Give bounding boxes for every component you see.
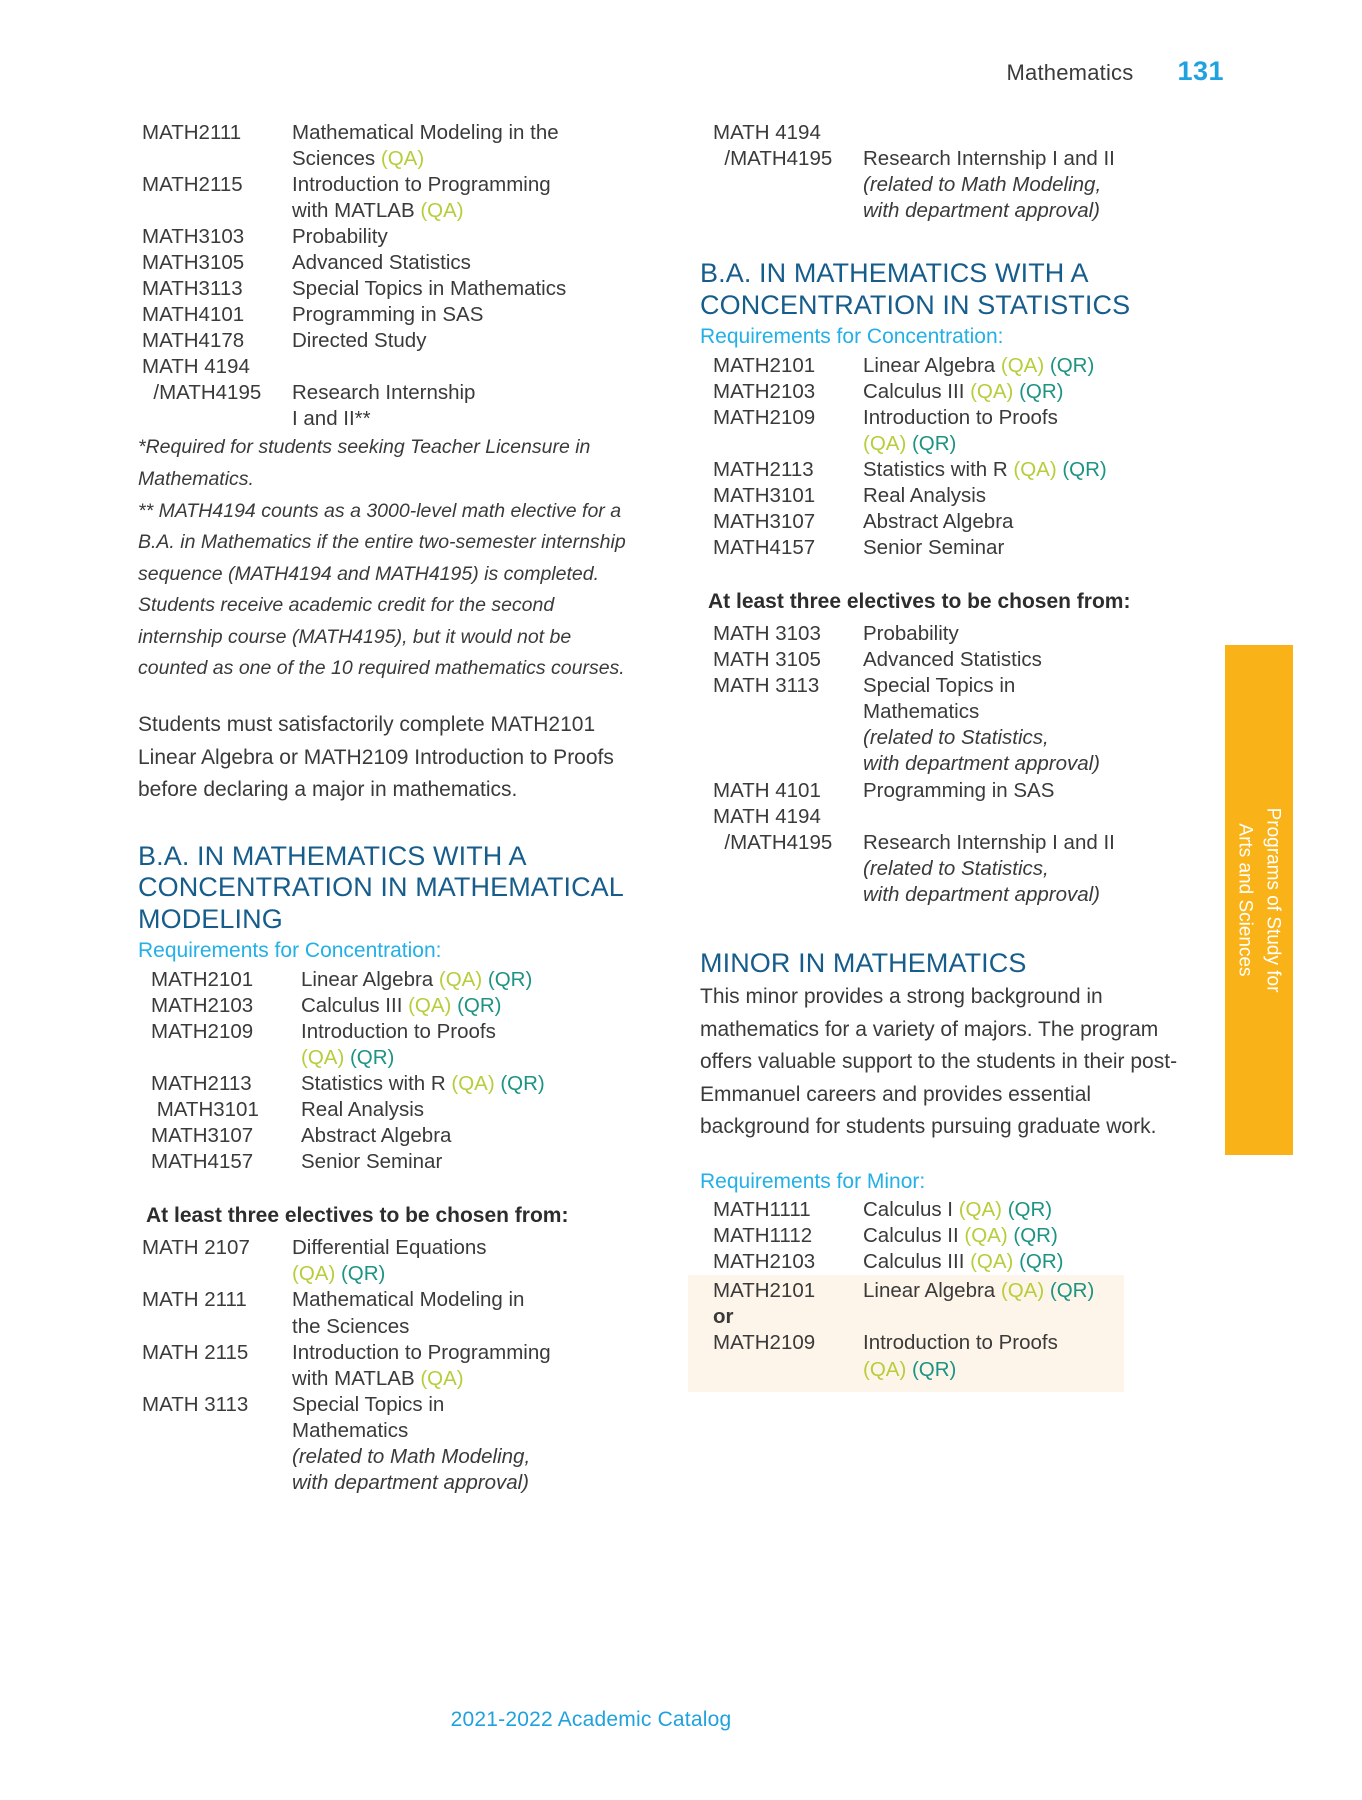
- qr-tag: (QR): [457, 993, 502, 1017]
- side-tab-line-1: Programs of Study for: [1262, 807, 1284, 993]
- qa-tag: (QA): [292, 1262, 336, 1286]
- course-row: [713, 431, 1202, 457]
- course-title: Introduction to Programming: [292, 1340, 551, 1364]
- right-column: [700, 120, 1202, 1496]
- course-code: MATH3103: [142, 225, 245, 249]
- course-code: MATH 3103: [713, 622, 821, 646]
- qa-tag: (QA): [451, 1071, 495, 1095]
- qr-tag: (QR): [340, 1262, 386, 1286]
- course-row: [142, 406, 640, 432]
- course-code: MATH4157: [713, 535, 816, 559]
- course-title: Linear Algebra (QA) (QR): [863, 1279, 1095, 1303]
- course-title: Introduction to Proofs: [863, 405, 1058, 429]
- course-title: Linear Algebra (QA) (QR): [301, 967, 533, 991]
- course-title: Calculus II (QA) (QR): [863, 1224, 1058, 1248]
- minor-highlight-list: [700, 1278, 1124, 1382]
- course-row: [713, 882, 1202, 908]
- qr-tag: (QR): [500, 1071, 545, 1095]
- course-code: MATH3107: [713, 509, 816, 533]
- right-requirements-list: [700, 353, 1202, 561]
- qa-tag: (QA): [380, 147, 425, 171]
- course-row: [713, 1223, 1202, 1249]
- course-code: MATH2101: [713, 353, 816, 377]
- qa-tag: (QA): [420, 199, 464, 223]
- course-row: [713, 535, 1202, 561]
- course-row: [713, 353, 1202, 379]
- course-code: MATH3107: [151, 1123, 254, 1147]
- course-row: [713, 673, 1202, 699]
- course-row: [142, 1340, 640, 1366]
- course-title: Statistics with R (QA) (QR): [301, 1071, 545, 1095]
- course-title: Mathematical Modeling in: [292, 1288, 525, 1312]
- heading-minor-mathematics: MINOR IN MATHEMATICS: [700, 947, 1027, 978]
- course-code: MATH 4194: [142, 355, 250, 379]
- qa-tag: (QA): [408, 993, 452, 1017]
- course-title: I and II**: [292, 407, 371, 431]
- course-code: MATH 4101: [713, 778, 821, 802]
- course-title: Advanced Statistics: [863, 648, 1042, 672]
- course-title: Linear Algebra (QA) (QR): [863, 353, 1095, 377]
- course-title: Research Internship I and II: [863, 830, 1115, 854]
- course-title: Special Topics in: [292, 1392, 445, 1416]
- qr-tag: (QR): [911, 1357, 957, 1381]
- left-paragraph-declaring-major: Students must satisfactorily complete MATH2101 Linear Algebra or MATH2109 Introduction to Proofs before declaring a major in mathematics.: [138, 713, 614, 802]
- course-title: Probability: [863, 622, 959, 646]
- course-title: Programming in SAS: [292, 303, 484, 327]
- left-requirements-list: [138, 967, 640, 1175]
- course-code: MATH 3113: [713, 674, 820, 698]
- course-title: Directed Study: [292, 329, 427, 353]
- qr-tag: (QR): [1049, 353, 1095, 377]
- course-row: [713, 1330, 1124, 1356]
- left-column: [138, 120, 640, 1496]
- course-title: Abstract Algebra: [301, 1123, 452, 1147]
- qa-tag: (QA): [863, 1357, 907, 1381]
- course-row: [713, 725, 1202, 751]
- qr-tag: (QR): [1019, 379, 1064, 403]
- course-title: the Sciences: [292, 1314, 410, 1338]
- course-title: Research Internship: [292, 381, 476, 405]
- qr-tag: (QR): [487, 967, 533, 991]
- course-row: [713, 647, 1202, 673]
- course-title: Advanced Statistics: [292, 251, 471, 275]
- course-code: [713, 725, 863, 751]
- course-title: Programming in SAS: [863, 778, 1055, 802]
- label-requirements-concentration-statistics: Requirements for Concentration:: [700, 325, 1004, 349]
- course-title: (related to Statistics,: [863, 726, 1049, 750]
- course-row: [713, 804, 1202, 830]
- right-courses-top: [700, 120, 1202, 224]
- course-row: [713, 1278, 1124, 1304]
- course-title: Calculus III (QA) (QR): [301, 993, 502, 1017]
- course-row: [713, 146, 1202, 172]
- course-code: MATH1111: [713, 1198, 811, 1222]
- course-code: [713, 198, 863, 224]
- course-row: [142, 250, 640, 276]
- course-row: [142, 1392, 640, 1418]
- course-row: [713, 1249, 1202, 1275]
- page-title: Mathematics: [1006, 60, 1134, 85]
- qa-tag: (QA): [970, 1250, 1014, 1274]
- course-row: [713, 1197, 1202, 1223]
- left-courses-top: [138, 120, 640, 432]
- course-code: MATH2101: [151, 967, 254, 991]
- course-code: MATH2103: [151, 993, 254, 1017]
- page-footer: [0, 1708, 1362, 1732]
- course-code: MATH2111: [142, 121, 242, 144]
- course-row: [142, 1366, 640, 1392]
- course-row: [713, 830, 1202, 856]
- heading-ba-math-statistics: B.A. IN MATHEMATICS WITH A CONCENTRATION IN STATISTICS: [700, 258, 1131, 320]
- qa-tag: (QA): [420, 1366, 464, 1390]
- minor-alternative-highlight: [688, 1275, 1124, 1391]
- course-title: Mathematics: [863, 700, 980, 724]
- qr-tag: (QR): [1049, 1279, 1095, 1303]
- course-title: (related to Statistics,: [863, 856, 1049, 880]
- heading-ba-math-modeling: B.A. IN MATHEMATICS WITH A CONCENTRATION IN MATHEMATICAL MODELING: [138, 840, 623, 934]
- course-title: Introduction to Proofs: [863, 1331, 1058, 1355]
- qr-tag: (QR): [349, 1045, 395, 1069]
- qr-tag: (QR): [1013, 1224, 1058, 1248]
- note-math4194: ** MATH4194 counts as a 3000-level math elective for a B.A. in Mathematics if the entire two-semester internship sequence (MATH4194 and MATH4195) is completed. Students receive academic credit for the second internship course (MATH4195), but it would not be counted as one of the 10 required mathematics courses.: [138, 499, 626, 680]
- course-code: [142, 1366, 292, 1392]
- course-code: [713, 751, 863, 777]
- course-code: [142, 146, 292, 172]
- course-code: MATH2109: [151, 1019, 254, 1043]
- course-title: (related to Math Modeling,: [863, 173, 1102, 197]
- course-row: [142, 276, 640, 302]
- course-row: [142, 120, 640, 146]
- course-row: [713, 457, 1202, 483]
- course-row: [142, 146, 640, 172]
- course-row: [713, 778, 1202, 804]
- course-row: [713, 120, 1202, 146]
- course-row: [142, 380, 640, 406]
- course-row: [713, 856, 1202, 882]
- course-title: Calculus I (QA) (QR): [863, 1198, 1053, 1222]
- course-code: MATH3101: [713, 483, 816, 507]
- course-code: MATH2109: [713, 1331, 816, 1355]
- course-row: [142, 1261, 640, 1287]
- course-title: Research Internship I and II: [863, 147, 1115, 171]
- course-row: [713, 379, 1202, 405]
- qa-tag: (QA): [1000, 1279, 1045, 1303]
- course-row: [713, 1357, 1124, 1383]
- course-row: [713, 1304, 1124, 1330]
- course-title: Statistics with R (QA) (QR): [863, 457, 1107, 481]
- course-title: Introduction to Proofs: [301, 1019, 496, 1043]
- course-code: MATH3113: [142, 277, 243, 301]
- course-row: [713, 621, 1202, 647]
- course-row: [142, 328, 640, 354]
- course-code: MATH 2115: [142, 1340, 249, 1364]
- course-title: with MATLAB (QA): [292, 199, 464, 223]
- course-code: [142, 406, 292, 432]
- page-number: 131: [1177, 56, 1224, 86]
- qa-tag: (QA): [863, 431, 907, 455]
- qr-tag: (QR): [1019, 1250, 1064, 1274]
- course-code: MATH2103: [713, 1250, 816, 1274]
- course-row: [142, 1314, 640, 1340]
- course-code: MATH 3105: [713, 648, 821, 672]
- course-row: [142, 172, 640, 198]
- course-row: [142, 1235, 640, 1261]
- course-row: [151, 1123, 640, 1149]
- footer-catalog-label: 2021-2022 Academic Catalog: [450, 1708, 732, 1731]
- course-title: Special Topics in Mathematics: [292, 277, 567, 301]
- course-row: [142, 1418, 640, 1444]
- course-code: MATH4101: [142, 303, 245, 327]
- course-code: [142, 1470, 292, 1496]
- course-row: [713, 751, 1202, 777]
- section-side-tab-label: [1231, 808, 1286, 993]
- course-code: [713, 699, 863, 725]
- minor-requirements-list: [700, 1197, 1202, 1275]
- course-code: /MATH4195: [713, 147, 833, 171]
- course-code: [713, 882, 863, 908]
- course-title: Real Analysis: [301, 1097, 425, 1121]
- course-title: with MATLAB (QA): [292, 1366, 464, 1390]
- course-code: MATH3105: [142, 251, 245, 275]
- minor-paragraph: This minor provides a strong background in mathematics for a variety of majors. The program offers valuable support to the students in their post-Emmanuel careers and provides essential background for students pursuing graduate work.: [700, 985, 1178, 1139]
- qa-tag: (QA): [964, 1224, 1008, 1248]
- course-code: /MATH4195: [142, 381, 262, 405]
- course-code: [142, 198, 292, 224]
- course-code: MATH2113: [713, 457, 814, 481]
- qa-tag: (QA): [958, 1198, 1002, 1222]
- label-electives-modeling: At least three electives to be chosen from:: [146, 1203, 569, 1227]
- course-code: MATH1112: [713, 1224, 813, 1248]
- course-row: [151, 993, 640, 1019]
- course-title: [863, 1304, 1124, 1330]
- course-code: MATH 3113: [142, 1392, 249, 1416]
- section-side-tab: [1225, 645, 1293, 1155]
- course-code: MATH2113: [151, 1071, 252, 1095]
- course-row: [151, 1149, 640, 1175]
- course-code: MATH 4194: [713, 804, 821, 828]
- course-title: Senior Seminar: [863, 535, 1005, 559]
- course-code: [713, 172, 863, 198]
- course-code: MATH3101: [151, 1097, 259, 1121]
- course-row: [142, 354, 640, 380]
- course-code: MATH4178: [142, 329, 245, 353]
- left-electives-list: [138, 1235, 640, 1495]
- course-row: [713, 483, 1202, 509]
- course-row: [713, 198, 1202, 224]
- course-code: /MATH4195: [713, 830, 833, 854]
- course-code: [142, 1314, 292, 1340]
- course-code: [151, 1045, 301, 1071]
- page-columns: [138, 120, 1203, 1496]
- course-row: [713, 509, 1202, 535]
- course-title: with department approval): [863, 882, 1101, 906]
- course-title: [292, 354, 640, 380]
- course-code: [713, 856, 863, 882]
- course-title: Senior Seminar: [301, 1149, 443, 1173]
- qa-tag: (QA): [1013, 457, 1057, 481]
- course-code: [142, 1444, 292, 1470]
- course-row: [151, 1019, 640, 1045]
- note-teacher-licensure: *Required for students seeking Teacher Licensure in Mathematics.: [138, 436, 591, 490]
- course-title: [863, 120, 1202, 146]
- course-title: with department approval): [292, 1470, 530, 1494]
- label-electives-statistics: At least three electives to be chosen from:: [708, 589, 1131, 613]
- course-title: Mathematics: [292, 1418, 409, 1442]
- qa-tag: (QA): [301, 1045, 345, 1069]
- course-code: MATH2101: [713, 1279, 816, 1303]
- course-title: Calculus III (QA) (QR): [863, 379, 1064, 403]
- course-title: Introduction to Programming: [292, 173, 551, 197]
- course-code: or: [713, 1305, 734, 1329]
- label-requirements-concentration-modeling: Requirements for Concentration:: [138, 939, 442, 963]
- side-tab-line-2: Arts and Sciences: [1235, 823, 1256, 977]
- course-row: [142, 1470, 640, 1496]
- label-requirements-minor: Requirements for Minor:: [700, 1169, 926, 1193]
- course-title: Real Analysis: [863, 483, 987, 507]
- course-title: Sciences (QA): [292, 147, 425, 171]
- course-row: [713, 699, 1202, 725]
- qa-tag: (QA): [438, 967, 483, 991]
- qr-tag: (QR): [1007, 1198, 1053, 1222]
- course-title: Probability: [292, 225, 388, 249]
- course-code: [142, 1261, 292, 1287]
- course-title: [292, 1261, 640, 1287]
- course-title: [301, 1045, 640, 1071]
- course-title: with department approval): [863, 752, 1101, 776]
- course-title: (related to Math Modeling,: [292, 1444, 531, 1468]
- qa-tag: (QA): [1000, 353, 1045, 377]
- page-header: [1007, 56, 1224, 87]
- course-row: [142, 302, 640, 328]
- course-title: Abstract Algebra: [863, 509, 1014, 533]
- course-row: [713, 405, 1202, 431]
- course-title: Differential Equations: [292, 1236, 487, 1260]
- course-row: [151, 1097, 640, 1123]
- qr-tag: (QR): [911, 431, 957, 455]
- qr-tag: (QR): [1062, 457, 1107, 481]
- course-code: [142, 1418, 292, 1444]
- course-row: [142, 1287, 640, 1313]
- course-title: Mathematical Modeling in the: [292, 121, 559, 144]
- course-row: [151, 967, 640, 993]
- course-row: [142, 198, 640, 224]
- course-code: MATH 2111: [142, 1288, 247, 1312]
- course-row: [151, 1071, 640, 1097]
- course-row: [151, 1045, 640, 1071]
- course-title: [863, 804, 1202, 830]
- course-code: MATH2103: [713, 379, 816, 403]
- right-electives-list: [700, 621, 1202, 907]
- course-code: [713, 1357, 863, 1383]
- course-title: [863, 431, 1202, 457]
- course-code: MATH 2107: [142, 1236, 250, 1260]
- course-row: [142, 224, 640, 250]
- course-title: Calculus III (QA) (QR): [863, 1250, 1064, 1274]
- course-title: [863, 1357, 1124, 1383]
- course-code: [713, 431, 863, 457]
- course-title: with department approval): [863, 199, 1101, 223]
- course-code: MATH2109: [713, 405, 816, 429]
- qa-tag: (QA): [970, 379, 1014, 403]
- course-row: [713, 172, 1202, 198]
- course-code: MATH2115: [142, 173, 243, 197]
- course-row: [142, 1444, 640, 1470]
- course-code: MATH 4194: [713, 121, 821, 144]
- course-title: Special Topics in: [863, 674, 1016, 698]
- course-code: MATH4157: [151, 1149, 254, 1173]
